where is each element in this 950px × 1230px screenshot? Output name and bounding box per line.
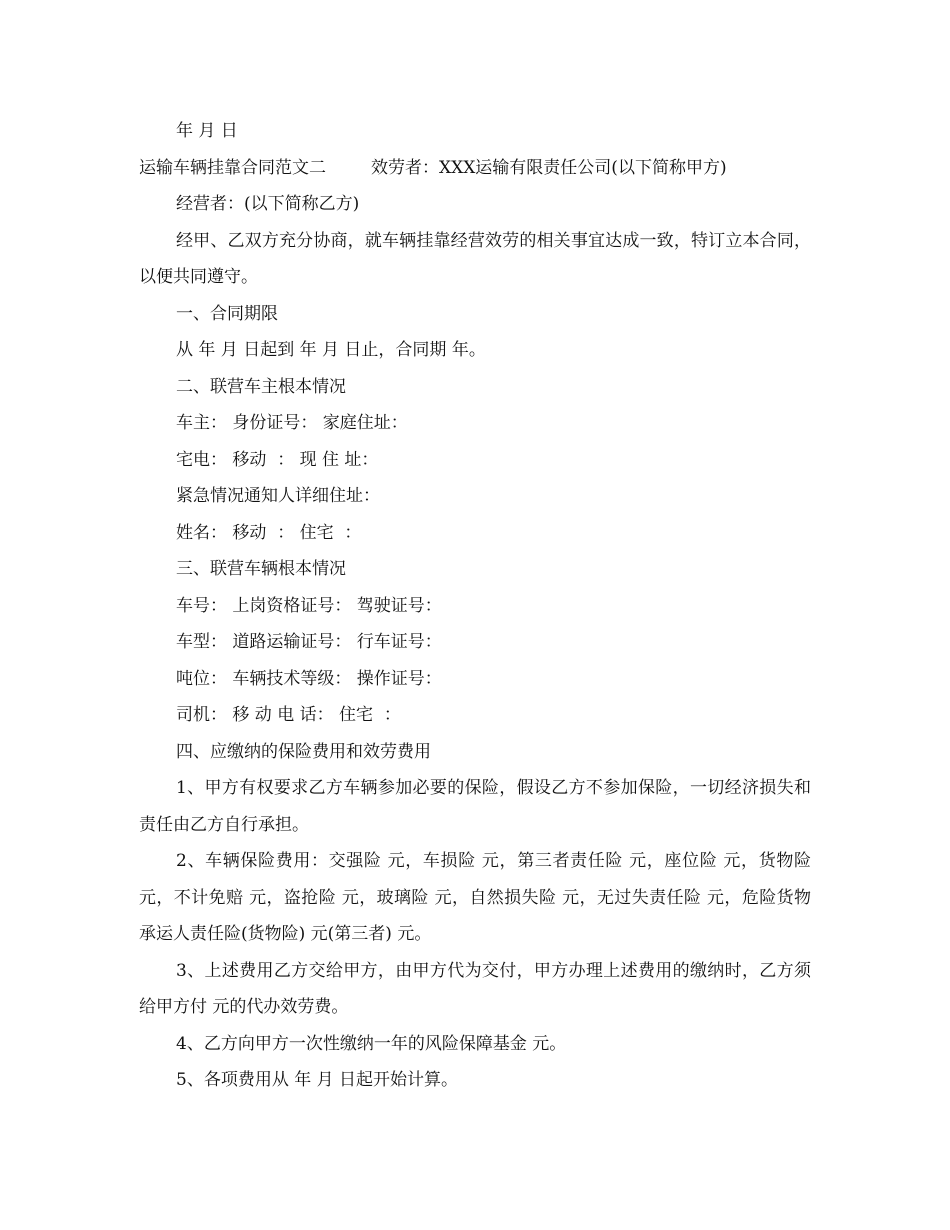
party-b: 经营者：(以下简称乙方): [176, 194, 360, 214]
section4-heading: 四、应缴纳的保险费用和效劳费用: [176, 741, 431, 762]
title-line: [139, 150, 811, 187]
party-a: 效劳者：XXX运输有限责任公司(以下简称甲方): [371, 157, 727, 178]
intro-paragraph: 经甲、乙双方充分协商，就车辆挂靠经营效劳的相关事宜达成一致，特订立本合同，以便共同遵守。: [139, 230, 811, 287]
driver-line: 司机： 移 动 电 话： 住宅 ：: [176, 705, 401, 725]
clause-4: 4、乙方向甲方一次性缴纳一年的风险保障基金 元。: [176, 1033, 567, 1054]
section1-heading: 一、合同期限: [176, 303, 278, 324]
model-line: 车型： 道路运输证号： 行车证号：: [176, 632, 442, 652]
tonnage-line: 吨位： 车辆技术等级： 操作证号：: [176, 668, 442, 689]
section3-heading: 三、联营车辆根本情况: [176, 559, 346, 579]
phone-line: 宅电： 移动 ： 现 住 址：: [176, 449, 379, 470]
clause-1: 1、甲方有权要求乙方车辆参加必要的保险，假设乙方不参加保险，一切经济损失和责任由乙方自行承担。: [139, 778, 811, 835]
owner-line: 车主： 身份证号： 家庭住址：: [176, 413, 408, 433]
emergency-line: 紧急情况通知人详细住址：: [176, 486, 380, 506]
name-line: 姓名： 移动 ： 住宅 ：: [176, 522, 362, 543]
contract-title: 运输车辆挂靠合同范文二: [139, 157, 326, 178]
date-line: 年 月 日: [176, 121, 238, 141]
contract-body: [139, 113, 811, 1099]
plate-line: 车号： 上岗资格证号： 驾驶证号：: [176, 595, 442, 616]
clause-2: 2、车辆保险费用：交强险 元，车损险 元，第三者责任险 元，座位险 元，货物险 元，不计免赔 元，盗抢险 元，玻璃险 元，自然损失险 元，无过失责任险 元，危险货物承运人责任险(货物险) 元(第三者) 元。: [139, 851, 811, 944]
clause-5: 5、各项费用从 年 月 日起开始计算。: [176, 1070, 459, 1090]
clause-3: 3、上述费用乙方交给甲方，由甲方代为交付，甲方办理上述费用的缴纳时，乙方须给甲方付 元的代办效劳费。: [139, 960, 811, 1017]
section2-heading: 二、联营车主根本情况: [176, 376, 346, 397]
section1-text: 从 年 月 日起到 年 月 日止，合同期 年。: [176, 340, 486, 360]
